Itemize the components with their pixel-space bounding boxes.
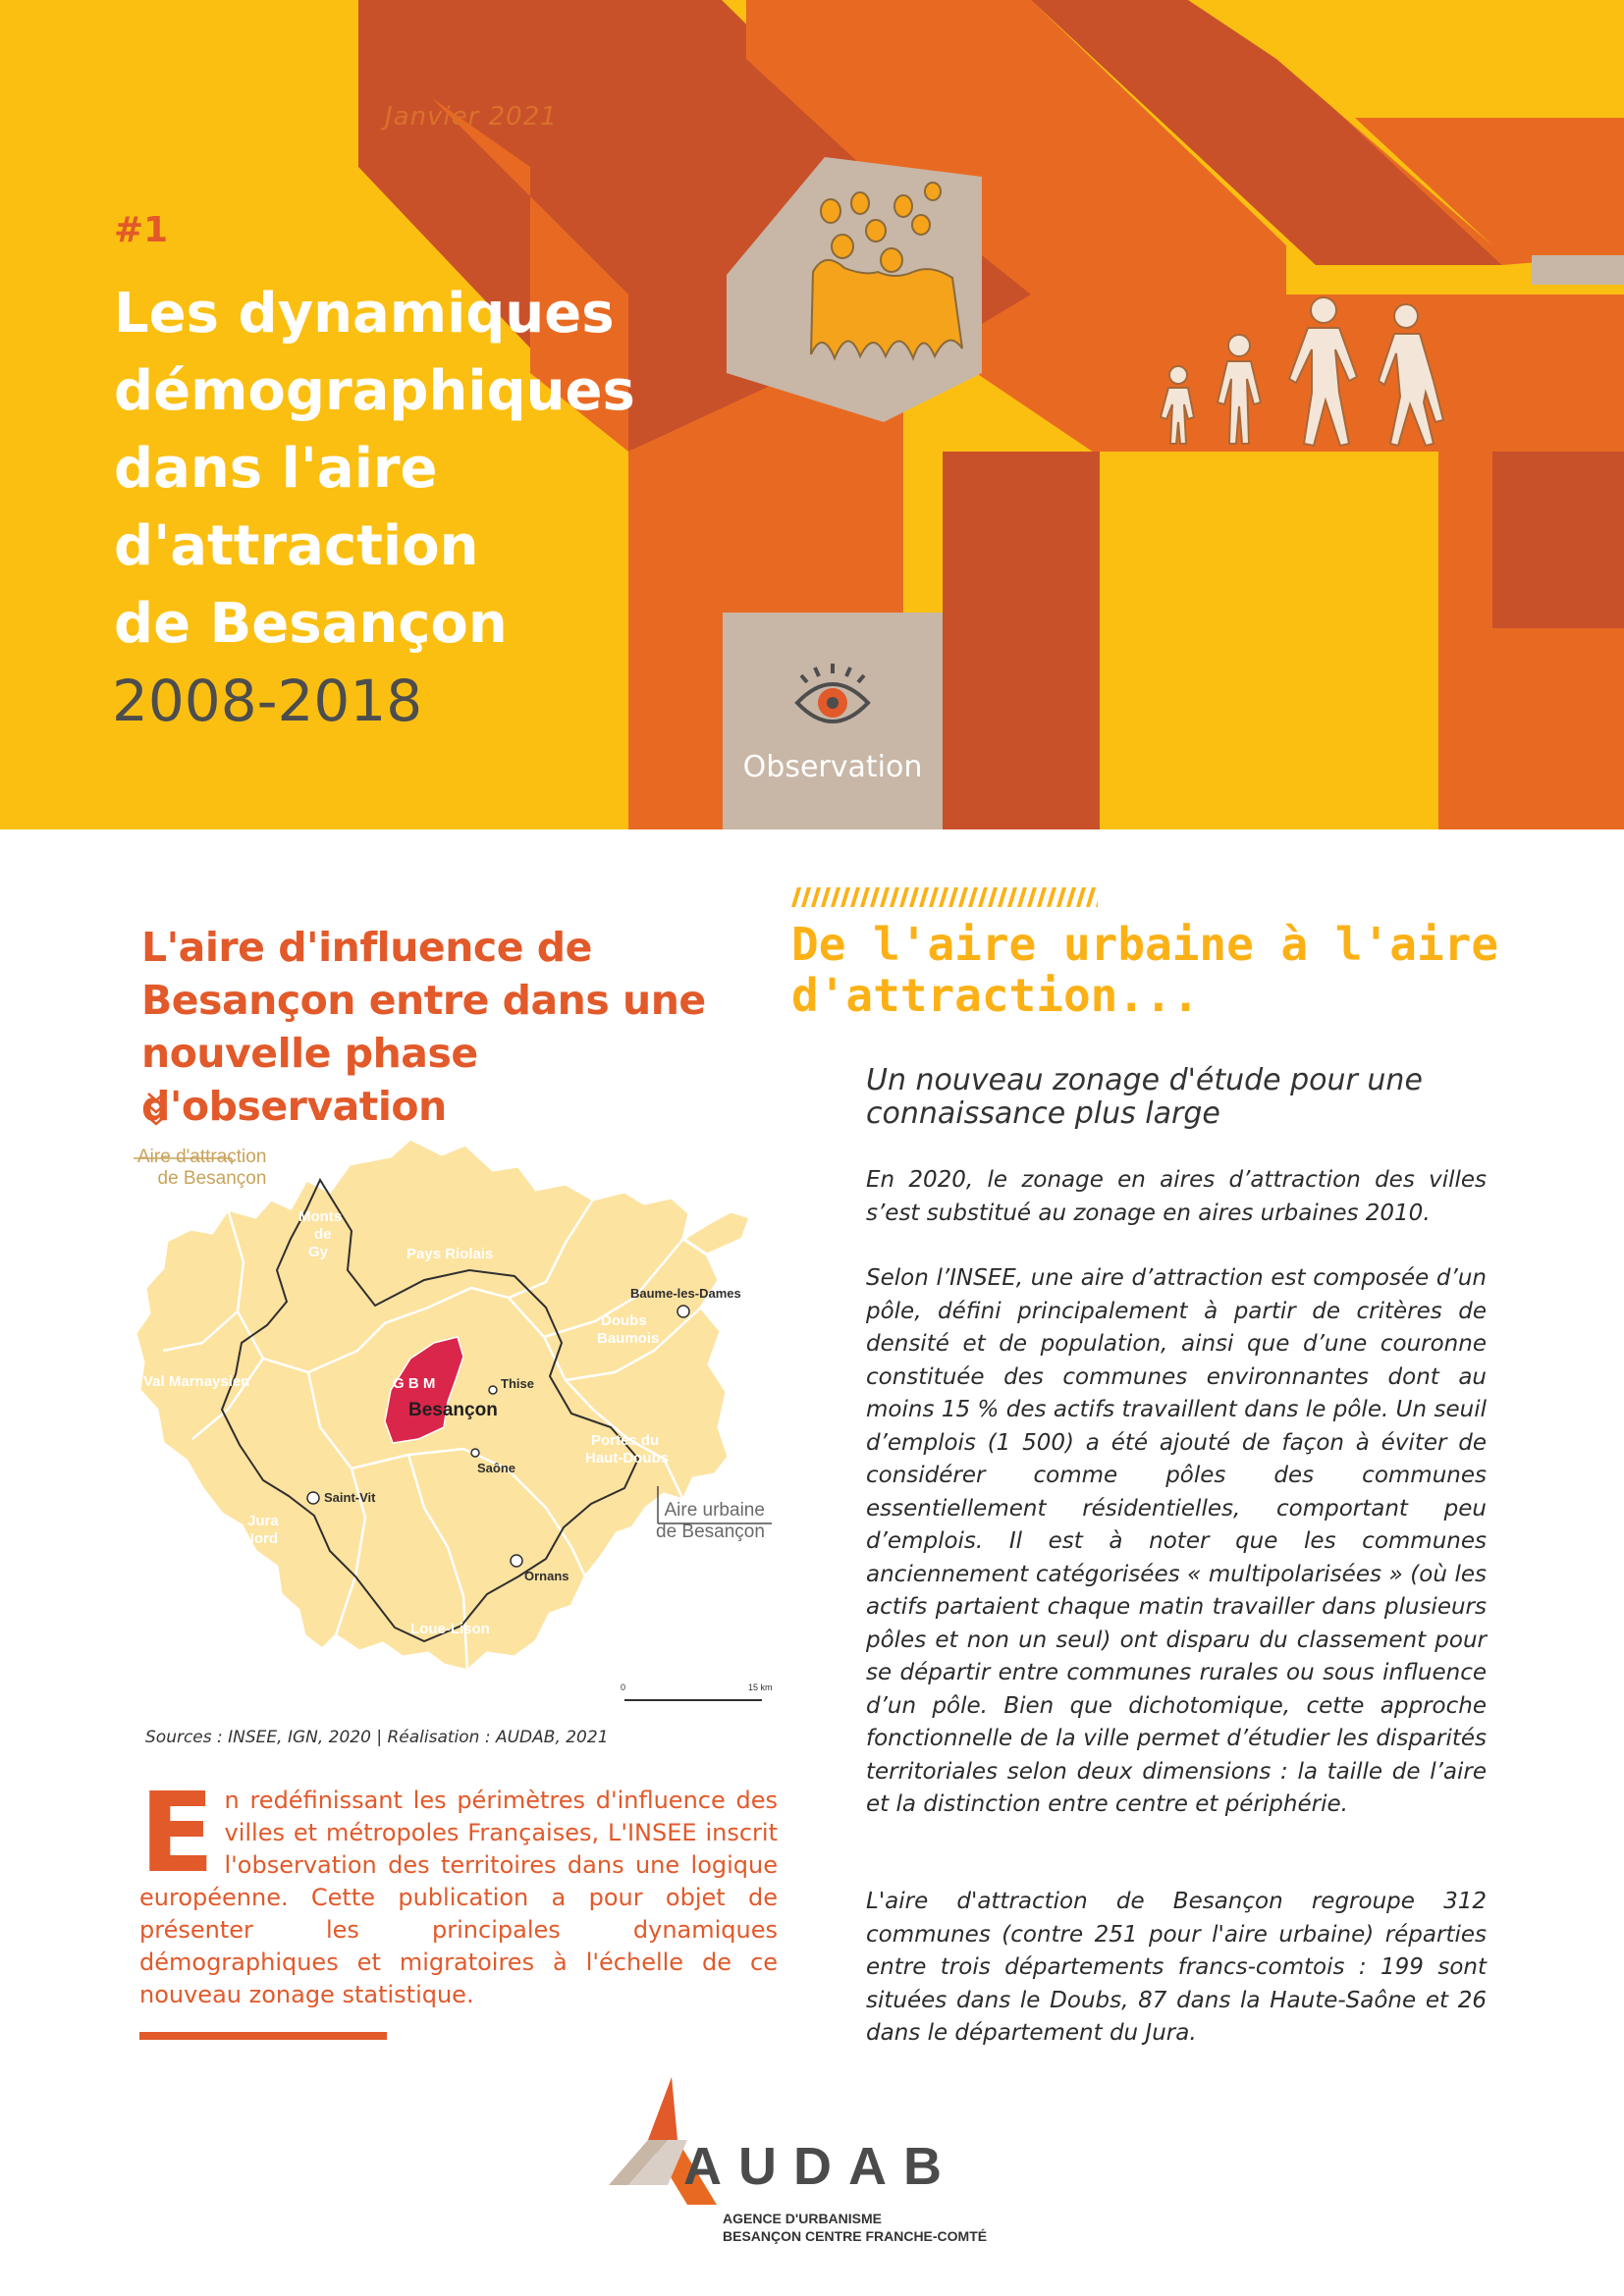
- crowd-icon: [805, 182, 982, 378]
- observation-badge: [723, 613, 943, 829]
- svg-text:15 km: 15 km: [748, 1682, 773, 1692]
- left-section-title: L'aire d'influence de Besançon entre dans une nouvelle phase d'observation: [141, 924, 706, 1130]
- subheading: Un nouveau zonage d'étude pour une connaissance plus large: [866, 1063, 1423, 1131]
- svg-text:Baume-les-Dames: Baume-les-Dames: [630, 1286, 741, 1301]
- title-line: dans l'aire: [114, 437, 438, 501]
- map-sources: Sources : INSEE, IGN, 2020 | Réalisation : AUDAB, 2021: [145, 1728, 609, 1747]
- svg-text:Pays Riolais: Pays Riolais: [406, 1246, 494, 1262]
- svg-text:Saint-Vit: Saint-Vit: [324, 1490, 376, 1505]
- territory-map: [134, 1115, 784, 1714]
- svg-text:G B M: G B M: [393, 1375, 436, 1392]
- publication-date: Janvier 2021: [385, 102, 558, 132]
- svg-text:Haut-Doubs: Haut-Doubs: [585, 1450, 669, 1467]
- body-paragraph: Selon l’INSEE, une aire d’attraction est composée d’un pôle, défini principalement à partir de critères de densité et de population, ainsi que d’une couronne constituée des communes environnantes dont au moins 15 % des actifs travaillent dans le pôle. Un seuil d’emplois (1 500) a été ajouté de façon à éviter de considérer comme pôles des communes essentiellement résidentielles, comportant peu d’emplois. Il est à noter que les communes anciennement catégorisées « multipolarisées » (où les actifs partaient chaque matin travailler dans plusieurs pôles et non un seul) ont disparu du classement pour se départir entre communes rurales ou sous influence d’un pôle. Bien que dichotomique, cette approche fonctionnelle de la ville permet d’étudier les disparités territoriales selon deux dimensions : la taille de l’aire et la distinction entre centre et périphérie.: [866, 1265, 1487, 1817]
- svg-text:Portes du: Portes du: [591, 1432, 660, 1449]
- svg-text:Doubs: Doubs: [601, 1312, 647, 1329]
- svg-text:Val Marnaysien: Val Marnaysien: [143, 1373, 250, 1390]
- family-icon: [1149, 294, 1463, 452]
- observation-label: Observation: [742, 750, 923, 784]
- svg-text:Gy: Gy: [308, 1244, 329, 1260]
- intro-paragraph: [139, 1770, 778, 2011]
- svg-text:Loue-Lison: Loue-Lison: [410, 1621, 490, 1637]
- page-title: [114, 275, 703, 663]
- svg-text:Baumois: Baumois: [597, 1330, 660, 1347]
- svg-text:Ornans: Ornans: [524, 1569, 569, 1583]
- svg-text:Saône: Saône: [477, 1461, 516, 1475]
- svg-text:Thise: Thise: [501, 1376, 534, 1391]
- cover-header: [0, 0, 1624, 829]
- svg-text:0: 0: [621, 1682, 626, 1692]
- issue-number: #1: [114, 210, 169, 250]
- intro-divider: [139, 2032, 387, 2040]
- legend-line: Aire d'attraction: [137, 1147, 267, 1167]
- svg-text:Jura: Jura: [247, 1513, 279, 1529]
- body-paragraph: En 2020, le zonage en aires d’attraction des villes s’est substitué au zonage en aires urbaines 2010.: [866, 1167, 1487, 1226]
- body-paragraph: L'aire d'attraction de Besançon regroupe 312 communes (contre 251 pour l'aire urbaine) réparties entre trois départements francs-comtois : 199 sont situées dans le Doubs, 87 dans la Haute-Saône et 26 dans le département du Jura.: [866, 1889, 1487, 2046]
- legend-aire-urbaine: [656, 1500, 765, 1543]
- period-years: 2008-2018: [112, 667, 423, 734]
- right-section-title: De l'aire urbaine à l'aire d'attraction...: [791, 918, 1499, 1022]
- agency-name-line: AGENCE D'URBANISME: [723, 2211, 883, 2226]
- svg-text:Monts: Monts: [298, 1208, 343, 1225]
- hatched-rule: [791, 887, 1098, 907]
- intro-text: n redéfinissant les périmètres d'influence des villes et métropoles Françaises, L'INSEE inscrit l'observation des territoires dans une logique européenne. Cette publication a pour objet de présenter les principales dynamiques démographiques et migratoires à l'échelle de ce nouveau zonage statistique.: [139, 1787, 778, 2008]
- agency-name-line: BESANÇON CENTRE FRANCHE-COMTÉ: [723, 2228, 988, 2244]
- legend-line: de Besançon: [656, 1522, 765, 1542]
- title-line: de Besançon: [114, 592, 508, 656]
- dropcap: E: [139, 1770, 215, 1897]
- title-line: démographiques: [114, 359, 635, 423]
- audab-logo-text: AUDAB: [683, 2137, 958, 2196]
- scale-bar: [621, 1682, 773, 1700]
- title-line: d'attraction: [114, 514, 479, 578]
- svg-text:Besançon: Besançon: [408, 1400, 498, 1420]
- svg-text:Nord: Nord: [244, 1530, 278, 1547]
- legend-line: de Besançon: [157, 1168, 267, 1189]
- title-line: Les dynamiques: [114, 282, 615, 346]
- svg-text:de: de: [314, 1226, 332, 1243]
- eye-icon: [793, 662, 872, 730]
- legend-line: Aire urbaine: [664, 1500, 765, 1521]
